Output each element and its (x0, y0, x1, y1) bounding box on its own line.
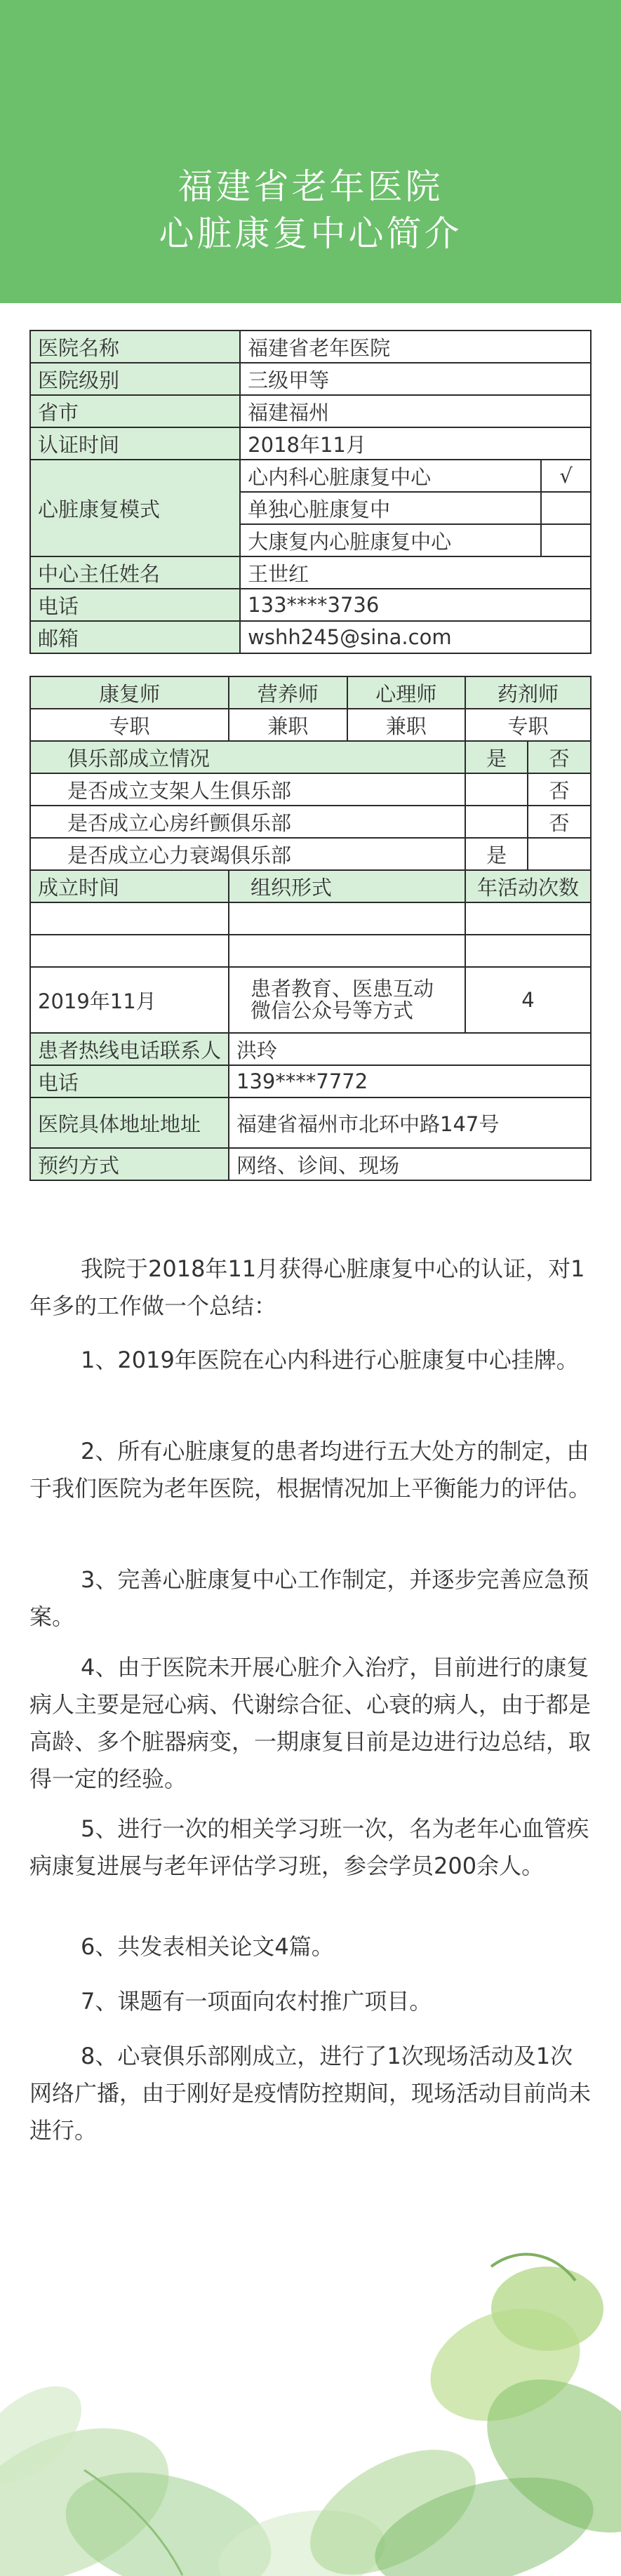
activity-time-header: 成立时间 (30, 870, 229, 902)
email-value: wshh245@sina.com (240, 621, 591, 653)
staff-header: 康复师 (30, 676, 229, 709)
summary-paragraph: 8、心衰俱乐部刚成立，进行了1次现场活动及1次网络广播，由于刚好是疫情防控期间，现场活动目前尚未进行。 (29, 2043, 592, 2144)
hospital-name-label: 医院名称 (30, 331, 240, 363)
header-banner (0, 0, 621, 303)
activity-form-line: 微信公众号等方式 (251, 999, 414, 1022)
phone-value: 133****3736 (240, 589, 591, 621)
mode-check: √ (541, 460, 591, 492)
table-row (30, 460, 591, 492)
empty-cell (229, 935, 465, 967)
club-yes: 是 (465, 838, 528, 870)
mode-label: 心脏康复模式 (30, 460, 240, 556)
table-row (30, 838, 591, 870)
hospital-info-table (29, 330, 592, 654)
director-label: 中心主任姓名 (30, 556, 240, 589)
summary-paragraph: 5、进行一次的相关学习班一次，名为老年心血管疾病康复进展与老年评估学习班，参会学员200余人。 (29, 1815, 589, 1879)
empty-cell (465, 935, 591, 967)
mode-option: 大康复内心脏康复中心 (240, 524, 541, 556)
club-yes-header: 是 (465, 741, 528, 773)
staff-value: 兼职 (229, 709, 347, 741)
table-row (30, 589, 591, 621)
hotline-person: 洪玲 (229, 1033, 591, 1065)
staff-value: 兼职 (347, 709, 466, 741)
level-label: 医院级别 (30, 363, 240, 395)
cert-time-value: 2018年11月 (240, 427, 591, 460)
activity-time: 2019年11月 (30, 967, 229, 1033)
staff-header-row (30, 676, 591, 709)
activity-count-header: 年活动次数 (465, 870, 591, 902)
table-row (30, 1033, 591, 1065)
club-yes (465, 806, 528, 838)
province-value: 福建福州 (240, 395, 591, 427)
club-no: 否 (528, 806, 591, 838)
page-title: 福建省老年医院 (178, 166, 443, 207)
summary-paragraph: 7、课题有一项面向农村推广项目。 (81, 1988, 432, 2015)
leaf-decoration (0, 2203, 621, 2576)
staff-value: 专职 (465, 709, 591, 741)
contact-phone: 139****7772 (229, 1065, 591, 1097)
activity-form-line: 患者教育、医患互动 (251, 977, 434, 1001)
mode-check (541, 524, 591, 556)
page-subtitle: 心脏康复中心简介 (159, 213, 462, 254)
staff-value-row (30, 709, 591, 741)
booking-label: 预约方式 (30, 1148, 229, 1180)
club-name: 是否成立支架人生俱乐部 (30, 773, 465, 806)
table-row (30, 331, 591, 363)
summary-paragraph: 我院于2018年11月获得心脏康复中心的认证，对1年多的工作做一个总结： (29, 1255, 585, 1319)
mode-option: 心内科心脏康复中心 (240, 460, 541, 492)
mode-option: 单独心脏康复中 (240, 492, 541, 524)
address-value: 福建省福州市北环中路147号 (229, 1097, 591, 1148)
empty-cell (30, 935, 229, 967)
hospital-name-value: 福建省老年医院 (240, 331, 591, 363)
table-row (30, 935, 591, 967)
club-no (528, 838, 591, 870)
table-row (30, 395, 591, 427)
club-name: 是否成立心房纤颤俱乐部 (30, 806, 465, 838)
staff-header: 药剂师 (465, 676, 591, 709)
club-name: 是否成立心力衰竭俱乐部 (30, 838, 465, 870)
cert-time-label: 认证时间 (30, 427, 240, 460)
staff-header: 营养师 (229, 676, 347, 709)
summary-paragraph: 1、2019年医院在心内科进行心脏康复中心挂牌。 (81, 1347, 579, 1373)
club-header: 俱乐部成立情况 (30, 741, 465, 773)
summary-paragraph: 6、共发表相关论文4篇。 (81, 1933, 334, 1960)
phone-label: 电话 (30, 589, 240, 621)
address-label: 医院具体地址地址 (30, 1097, 229, 1148)
staff-header: 心理师 (347, 676, 466, 709)
table-row (30, 1148, 591, 1180)
empty-cell (229, 902, 465, 935)
empty-cell (465, 902, 591, 935)
table-row (30, 427, 591, 460)
activity-count: 4 (465, 967, 591, 1033)
club-no-header: 否 (528, 741, 591, 773)
activity-form (229, 967, 465, 1033)
club-header-row (30, 741, 591, 773)
province-label: 省市 (30, 395, 240, 427)
table-row (30, 967, 591, 1033)
empty-cell (30, 902, 229, 935)
center-details-table (29, 676, 592, 1181)
table-row (30, 902, 591, 935)
hotline-label: 患者热线电话联系人 (30, 1033, 229, 1065)
contact-phone-label: 电话 (30, 1065, 229, 1097)
staff-value: 专职 (30, 709, 229, 741)
table-row (30, 1065, 591, 1097)
director-value: 王世红 (240, 556, 591, 589)
activity-form-header: 组织形式 (229, 870, 465, 902)
table-row (30, 556, 591, 589)
level-value: 三级甲等 (240, 363, 591, 395)
email-label: 邮箱 (30, 621, 240, 653)
table-row (30, 1097, 591, 1148)
table-row (30, 363, 591, 395)
booking-value: 网络、诊间、现场 (229, 1148, 591, 1180)
summary-paragraph: 2、所有心脏康复的患者均进行五大处方的制定，由于我们医院为老年医院，根据情况加上平衡能力的评估。 (29, 1438, 592, 1502)
club-no: 否 (528, 773, 591, 806)
table-row (30, 773, 591, 806)
summary-paragraph: 4、由于医院未开展心脏介入治疗，目前进行的康复病人主要是冠心病、代谢综合征、心衰的病人，由于都是高龄、多个脏器病变，一期康复目前是边进行边总结，取得一定的经验。 (29, 1654, 592, 1792)
table-row (30, 621, 591, 653)
club-yes (465, 773, 528, 806)
summary-paragraph: 3、完善心脏康复中心工作制定，并逐步完善应急预案。 (29, 1566, 589, 1630)
activity-header-row (30, 870, 591, 902)
mode-check (541, 492, 591, 524)
table-row (30, 806, 591, 838)
